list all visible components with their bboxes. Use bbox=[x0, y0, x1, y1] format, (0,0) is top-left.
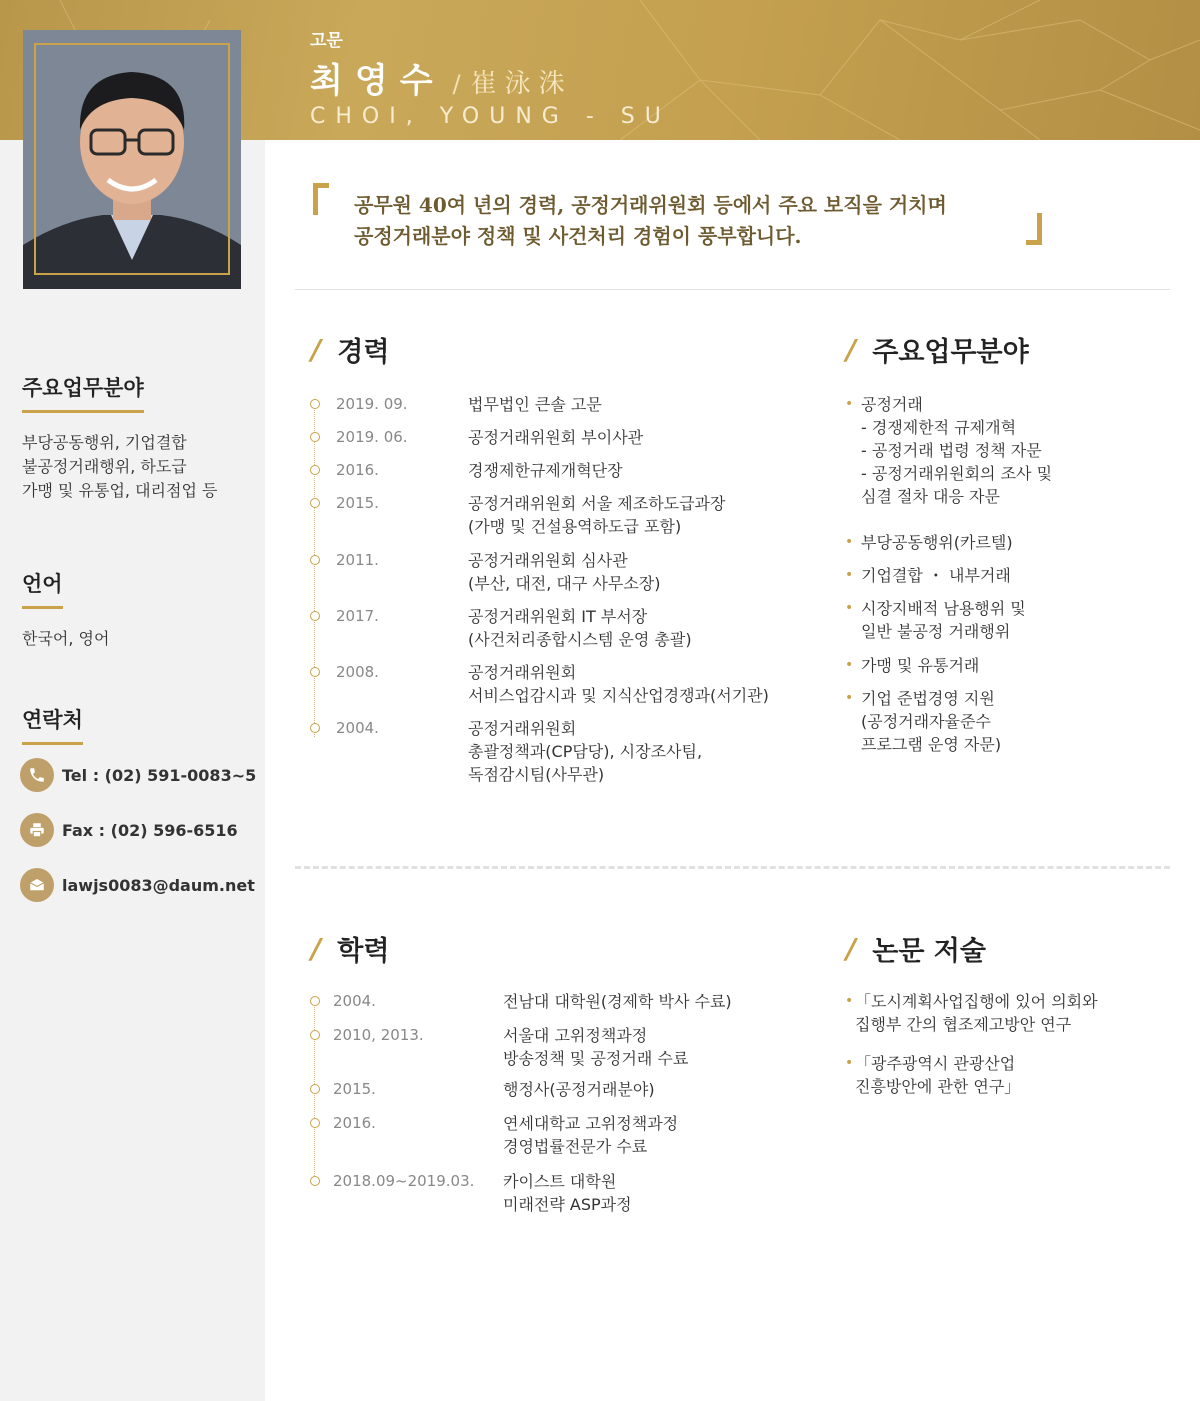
career-date: 2019. 09. bbox=[336, 395, 408, 413]
bullet-icon: • bbox=[845, 567, 854, 583]
practice-title: 주요업무분야 bbox=[872, 337, 1029, 368]
paper-item-text: 「도시계획사업집행에 있어 의회와 집행부 간의 협조제고방안 연구 bbox=[855, 992, 1098, 1034]
name-divider: / bbox=[452, 70, 461, 98]
practice-item-text: 공정거래 - 경쟁제한적 규제개혁 - 공정거래 법령 정책 자문 - 공정거래위원회의 조사 및 심결 절차 대응 자문 bbox=[861, 395, 1053, 506]
education-item bbox=[310, 1078, 376, 1101]
quote-open-bracket bbox=[313, 183, 329, 215]
fax-icon bbox=[20, 813, 54, 847]
bullet-icon: • bbox=[845, 657, 854, 673]
sidebar-practice-title: 주요업무분야 bbox=[22, 372, 144, 413]
practice-item bbox=[845, 393, 1052, 508]
career-desc: 경쟁제한규제개혁단장 bbox=[468, 461, 623, 480]
photo-gold-border bbox=[34, 43, 230, 275]
education-desc: 행정사(공정거래분야) bbox=[503, 1080, 655, 1099]
career-date: 2017. bbox=[336, 607, 379, 625]
career-desc: 공정거래위원회 서비스업감시과 및 지식산업경쟁과(서기관) bbox=[468, 663, 769, 705]
career-heading bbox=[311, 330, 389, 369]
career-item bbox=[310, 426, 408, 449]
paper-item-text: 「광주광역시 관광산업 진흥방안에 관한 연구」 bbox=[855, 1054, 1021, 1096]
sidebar-language-text: 한국어, 영어 bbox=[22, 629, 110, 648]
education-item bbox=[310, 990, 376, 1013]
practice-heading bbox=[846, 330, 1029, 369]
sidebar-practice-section bbox=[22, 372, 217, 503]
timeline-dot bbox=[310, 1030, 320, 1040]
practice-list bbox=[845, 393, 1175, 773]
divider-dashed bbox=[295, 866, 1170, 869]
education-item bbox=[310, 1024, 424, 1047]
role-title: 고문 bbox=[310, 31, 343, 51]
education-desc: 카이스트 대학원 미래전략 ASP과정 bbox=[503, 1172, 632, 1214]
envelope-icon bbox=[20, 868, 54, 902]
name-hanja: 崔泳洙 bbox=[470, 69, 573, 99]
education-timeline bbox=[310, 990, 810, 1220]
contact-email[interactable] bbox=[20, 868, 255, 902]
career-date: 2008. bbox=[336, 663, 379, 681]
practice-slash-icon: / bbox=[846, 333, 857, 366]
bullet-icon: • bbox=[845, 993, 854, 1009]
practice-item-text: 기업 준법경영 지원 (공정거래자율준수 프로그램 운영 자문) bbox=[861, 689, 1002, 754]
timeline-dot bbox=[310, 1084, 320, 1094]
practice-item-text: 부당공동행위(카르텔) bbox=[861, 533, 1013, 552]
education-desc: 연세대학교 고위정책과정 경영법률전문가 수료 bbox=[503, 1114, 679, 1156]
name-korean: 최영수 bbox=[310, 61, 445, 101]
contact-tel[interactable] bbox=[20, 758, 256, 792]
career-desc: 공정거래위원회 심사관 (부산, 대전, 대구 사무소장) bbox=[468, 551, 661, 593]
career-item bbox=[310, 459, 379, 482]
papers-list bbox=[845, 990, 1175, 1110]
timeline-dot bbox=[310, 667, 320, 677]
bullet-icon: • bbox=[845, 600, 854, 616]
education-date: 2004. bbox=[333, 992, 376, 1010]
phone-icon bbox=[20, 758, 54, 792]
practice-item bbox=[845, 687, 1001, 756]
practice-item bbox=[845, 654, 979, 677]
sidebar-language-title: 언어 bbox=[22, 568, 63, 609]
timeline-dot bbox=[310, 611, 320, 621]
career-item bbox=[310, 549, 379, 572]
timeline-dot bbox=[310, 465, 320, 475]
name-english: CHOI, YOUNG - SU bbox=[310, 104, 671, 129]
practice-item bbox=[845, 531, 1013, 554]
education-date: 2016. bbox=[333, 1114, 376, 1132]
education-item bbox=[310, 1112, 376, 1135]
career-date: 2015. bbox=[336, 494, 379, 512]
education-date: 2010, 2013. bbox=[333, 1026, 424, 1044]
bullet-icon: • bbox=[845, 690, 854, 706]
career-item bbox=[310, 393, 408, 416]
practice-item-text: 가맹 및 유통거래 bbox=[861, 656, 980, 675]
career-slash-icon: / bbox=[311, 333, 322, 366]
tel-text: Tel : (02) 591-0083~5 bbox=[62, 765, 257, 785]
bullet-icon: • bbox=[845, 1055, 854, 1071]
divider-solid bbox=[295, 289, 1170, 290]
quote-close-bracket bbox=[1026, 213, 1042, 245]
education-date: 2018.09~2019.03. bbox=[333, 1172, 475, 1190]
career-date: 2004. bbox=[336, 719, 379, 737]
education-desc: 서울대 고위정책과정 방송정책 및 공정거래 수료 bbox=[503, 1026, 689, 1068]
education-desc: 전남대 대학원(경제학 박사 수료) bbox=[503, 992, 732, 1011]
paper-item bbox=[845, 990, 1098, 1036]
name-line bbox=[310, 53, 671, 102]
papers-title: 논문 저술 bbox=[872, 936, 986, 967]
career-item bbox=[310, 717, 379, 740]
quote-text: 공무원 40여 년의 경력, 공정거래위원회 등에서 주요 보직을 거치며 공정거래분야 정책 및 사건처리 경험이 풍부합니다. bbox=[354, 193, 947, 248]
portrait-photo bbox=[23, 30, 241, 289]
career-date: 2019. 06. bbox=[336, 428, 408, 446]
career-item bbox=[310, 661, 379, 684]
career-desc: 법무법인 큰솔 고문 bbox=[468, 395, 602, 414]
career-timeline bbox=[310, 393, 810, 793]
education-slash-icon: / bbox=[311, 932, 322, 965]
timeline-dot bbox=[310, 996, 320, 1006]
timeline-dot bbox=[310, 723, 320, 733]
career-item bbox=[310, 605, 379, 628]
career-date: 2016. bbox=[336, 461, 379, 479]
career-desc: 공정거래위원회 서울 제조하도급과장 (가맹 및 건설용역하도급 포함) bbox=[468, 494, 726, 536]
papers-heading bbox=[846, 929, 986, 968]
timeline-dot bbox=[310, 399, 320, 409]
sidebar-language-section bbox=[22, 568, 109, 651]
bullet-icon: • bbox=[845, 396, 854, 412]
career-item bbox=[310, 492, 379, 515]
career-desc: 공정거래위원회 IT 부서장 (사건처리종합시스템 운영 총괄) bbox=[468, 607, 692, 649]
sidebar-contact-section bbox=[22, 704, 83, 745]
name-block bbox=[310, 26, 671, 129]
fax-text: Fax : (02) 596-6516 bbox=[62, 820, 238, 840]
paper-item bbox=[845, 1052, 1020, 1098]
timeline-dot bbox=[310, 1176, 320, 1186]
timeline-dot bbox=[310, 1118, 320, 1128]
timeline-dot bbox=[310, 498, 320, 508]
education-item bbox=[310, 1170, 474, 1193]
practice-item bbox=[845, 564, 1011, 587]
practice-item-text: 기업결합 ・ 내부거래 bbox=[861, 566, 1011, 585]
education-date: 2015. bbox=[333, 1080, 376, 1098]
papers-slash-icon: / bbox=[846, 932, 857, 965]
bullet-icon: • bbox=[845, 534, 854, 550]
email-text: lawjs0083@daum.net bbox=[62, 875, 255, 895]
career-date: 2011. bbox=[336, 551, 379, 569]
sidebar-practice-text: 부당공동행위, 기업결합 불공정거래행위, 하도급 가맹 및 유통업, 대리점업 등 bbox=[22, 433, 218, 500]
education-title: 학력 bbox=[337, 936, 390, 967]
practice-item-text: 시장지배적 남용행위 및 일반 불공정 거래행위 bbox=[861, 599, 1026, 641]
career-desc: 공정거래위원회 부이사관 bbox=[468, 428, 644, 447]
contact-fax[interactable] bbox=[20, 813, 238, 847]
timeline-dot bbox=[310, 555, 320, 565]
education-heading bbox=[311, 929, 389, 968]
career-desc: 공정거래위원회 총괄정책과(CP담당), 시장조사팀, 독점감시팀(사무관) bbox=[468, 719, 703, 784]
career-title: 경력 bbox=[337, 337, 390, 368]
practice-item bbox=[845, 597, 1026, 643]
timeline-dot bbox=[310, 432, 320, 442]
sidebar-contact-title: 연락처 bbox=[22, 704, 83, 745]
